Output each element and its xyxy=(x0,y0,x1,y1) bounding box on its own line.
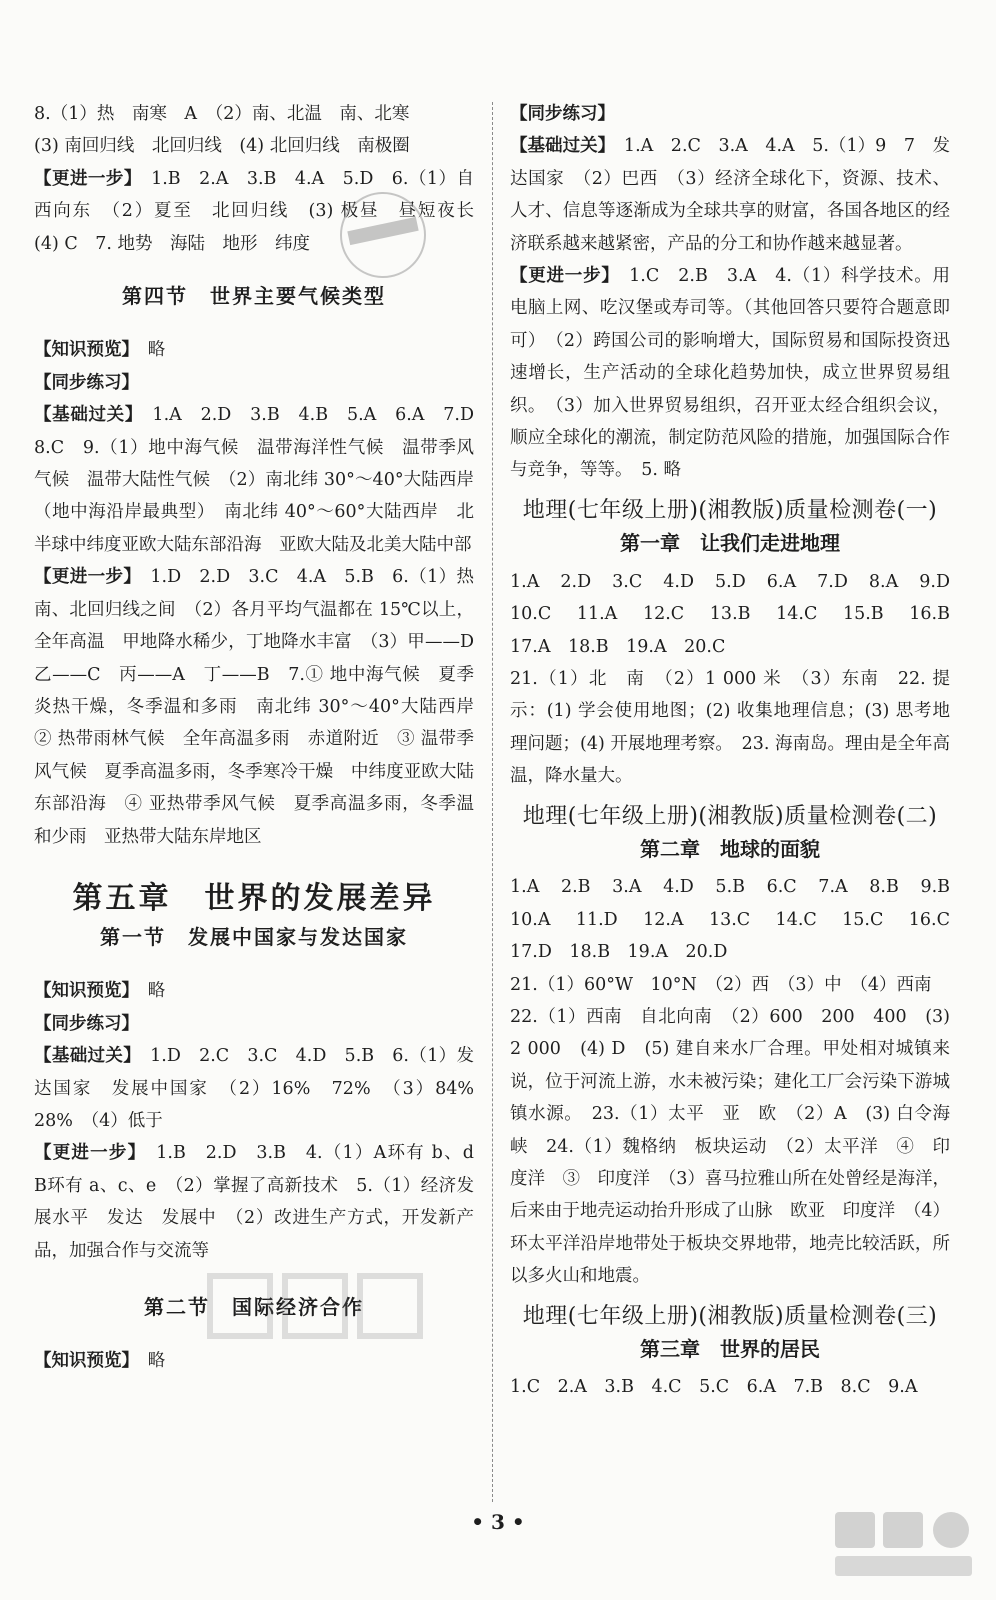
answer-text: 1.A 2.D 3.B 4.B 5.A 6.A 7.D 8.C 9.（1）地中海气候 温带海洋性气候 温带季风气候 温带大陆性气候 （2）南北纬 30°～40°大陆西岸（地中海沿岸最典型） 南北纬 40°～60°大陆西岸 北半球中纬度亚欧大陆东部沿海 亚欧大陆及北美大陆中部 xyxy=(34,405,492,555)
answer-paragraph xyxy=(510,663,950,793)
answer-paragraph xyxy=(510,871,968,968)
answer-text: 略 xyxy=(130,1351,166,1372)
answer-paragraph xyxy=(34,561,492,853)
spacer xyxy=(34,853,474,877)
left-column xyxy=(34,98,492,1378)
exam-chapter-heading: 第三章 世界的居民 xyxy=(640,1337,820,1362)
answer-text: 1.B 2.D 3.B 4.（1）A环有 b、d B环有 a、c、e （2）掌握了高新技术 5.（1）经济发展水平 发达 发展中 （2）改进生产方式，开发新产品，加强合作与交流等 xyxy=(34,1143,492,1261)
answer-paragraph xyxy=(510,1001,956,1293)
answer-paragraph xyxy=(510,566,968,663)
answer-text: 略 xyxy=(130,981,166,1002)
page-number: • 3 • xyxy=(471,1510,525,1534)
section-tag: 【基础过关】 xyxy=(34,1046,133,1067)
answer-paragraph xyxy=(34,1040,492,1137)
section-tag: 【更进一步】 xyxy=(34,1143,138,1164)
section-heading: 第四节 世界主要气候类型 xyxy=(122,284,386,309)
section-tag: 【同步练习】 xyxy=(510,104,615,124)
section-tag: 【更进一步】 xyxy=(510,266,611,287)
answer-paragraph xyxy=(34,399,492,561)
answer-text: 8.（1）热 南寒 A （2）南、北温 南、北寒 xyxy=(34,104,410,124)
stamp-bar xyxy=(347,217,418,245)
answer-text: 1.A 2.D 3.C 4.D 5.D 6.A 7.D 8.A 9.D 10.C 11.A 12.C 13.B 14.C 15.B 16.B 17.A 18.B 19.A 20.C xyxy=(510,571,968,657)
answer-text: 1.A 2.B 3.A 4.D 5.B 6.C 7.A 8.B 9.B 10.A 11.D 12.A 13.C 14.C 15.C 16.C 17.D 18.B 19.A 20.D xyxy=(510,877,968,963)
answer-paragraph xyxy=(34,367,474,399)
answer-paragraph xyxy=(34,975,474,1007)
answer-paragraph xyxy=(510,1371,950,1403)
answer-paragraph xyxy=(34,1008,474,1040)
answer-paragraph xyxy=(510,260,950,487)
answer-paragraph xyxy=(34,334,474,366)
answer-text: 1.C 2.A 3.B 4.C 5.C 6.A 7.B 8.C 9.A xyxy=(510,1377,918,1398)
exam-title: 地理(七年级上册)(湘教版)质量检测卷(二) xyxy=(522,803,938,829)
answer-paragraph xyxy=(510,130,950,260)
answer-text: 21.（1）60°W 10°N （2）西 （3）中 （4）西南 xyxy=(510,974,932,995)
right-column xyxy=(510,98,968,1404)
section-tag: 【基础过关】 xyxy=(34,405,135,426)
answer-paragraph xyxy=(34,130,474,162)
section-tag: 【同步练习】 xyxy=(34,1013,139,1034)
answer-text: 1.C 2.B 3.A 4.（1）科学技术。用电脑上网、吃汉堡或寿司等。（其他回答只要符合题意即可） （2）跨国公司的影响增大，国际贸易和国际投资迅速增长，生产活动的全球化趋势加快，成立世界贸易组织。 （3）加入世界贸易组织，召开亚太经合组织会议，顺应全球化的潮流，制定防范风险的措施，加强国际合作与竞争，等等。 5. 略 xyxy=(510,266,951,481)
exam-chapter-heading: 第二章 地球的面貌 xyxy=(640,836,820,861)
column-divider xyxy=(492,102,493,1502)
section-heading: 第一节 发展中国家与发达国家 xyxy=(100,924,408,949)
chapter-heading: 第五章 世界的发展差异 xyxy=(72,880,436,916)
answer-paragraph xyxy=(34,1137,492,1267)
stamp-watermark xyxy=(340,192,426,278)
answer-paragraph xyxy=(510,969,950,1001)
watermark-logo-mid xyxy=(200,1256,430,1356)
spacer xyxy=(510,487,950,495)
section-heading: 第二节 国际经济合作 xyxy=(144,1295,364,1319)
spacer xyxy=(510,793,950,801)
spacer xyxy=(34,312,474,334)
section-tag: 【更进一步】 xyxy=(34,168,134,189)
exam-title: 地理(七年级上册)(湘教版)质量检测卷(三) xyxy=(522,1303,938,1329)
section-tag: 【知识预览】 xyxy=(34,340,131,361)
spacer xyxy=(34,953,474,975)
answer-text: 略 xyxy=(130,340,166,361)
answer-text: 1.D 2.D 3.C 4.A 5.B 6.（1）热 南、北回归线之间 （2）各月平均气温都在 15℃以上，全年高温 甲地降水稀少，丁地降水丰富 （3）甲——D 乙——C 丙——A 丁——B 7.① 地中海气候 夏季炎热干燥，冬季温和多雨 南北纬 30°～40°大陆西岸 ② 热带雨林气候 全年高温多雨 赤道附近 ③ 温带季风气候 夏季高温多雨，冬季寒冷干燥 中纬度亚欧大陆东部沿海 ④ 亚热带季风气候 夏季高温多雨，冬季温和少雨 亚热带大陆东岸地区 xyxy=(34,567,492,847)
answer-paragraph xyxy=(34,98,474,130)
answer-text: 22.（1）西南 自北向南 （2）600 200 400 (3) 2 000 (4) D (5) 建自来水厂合理。甲处相对城镇来说，位于河流上游，水未被污染；建化工厂会污染下游城镇水源。 23.（1）太平 亚 欧 （2）A (3) 白令海峡 24.（1）魏格纳 板块运动 （2）太平洋 ④ 印度洋 ③ 印度洋 （3）喜马拉雅山所在处曾经是海洋，后来由于地壳运动抬升形成了山脉 欧亚 印度洋 （4）环太平洋沿岸地带处于板块交界地带，地壳比较活跃，所以多火山和地震。 xyxy=(510,1006,956,1287)
section-tag: 【基础过关】 xyxy=(510,136,607,157)
answer-text: 1.A 2.C 3.A 4.A 5.（1）9 7 发达国家 （2）巴西 （3）经济全球化下，资源、技术、人才、信息等逐渐成为全球共享的财富，各国各地区的经济联系越来越紧密，产品的分工和协作越来越显著。 xyxy=(510,136,950,254)
answer-text: (3) 南回归线 北回归线 (4) 北回归线 南极圈 xyxy=(34,136,410,157)
answer-paragraph xyxy=(510,98,950,130)
answer-text: 1.D 2.C 3.C 4.D 5.B 6.（1）发达国家 发展中国家 （2）16% 72% （3）84% 28% （4）低于 xyxy=(34,1046,492,1131)
answer-text: 1.B 2.A 3.B 4.A 5.D 6.（1）自西向东 （2）夏至 北回归线 (3) 极昼 昼短夜长 (4) C 7. 地势 海陆 地形 纬度 xyxy=(34,168,492,254)
watermark-logo-corner xyxy=(831,1508,976,1580)
spacer xyxy=(510,1293,950,1301)
answer-text: 21.（1）北 南 （2）1 000 米 （3）东南 22. 提示：(1) 学会使用地图；(2) 收集地理信息；(3) 思考地理问题；(4) 开展地理考察。 23. 海南岛。理由是全年高温，降水量大。 xyxy=(510,668,950,787)
exam-title: 地理(七年级上册)(湘教版)质量检测卷(一) xyxy=(522,497,938,523)
section-tag: 【同步练习】 xyxy=(34,372,139,393)
exam-chapter-heading: 第一章 让我们走进地理 xyxy=(620,531,840,556)
section-tag: 【知识预览】 xyxy=(34,981,131,1002)
section-tag: 【更进一步】 xyxy=(34,567,133,588)
section-tag: 【知识预览】 xyxy=(34,1351,131,1372)
